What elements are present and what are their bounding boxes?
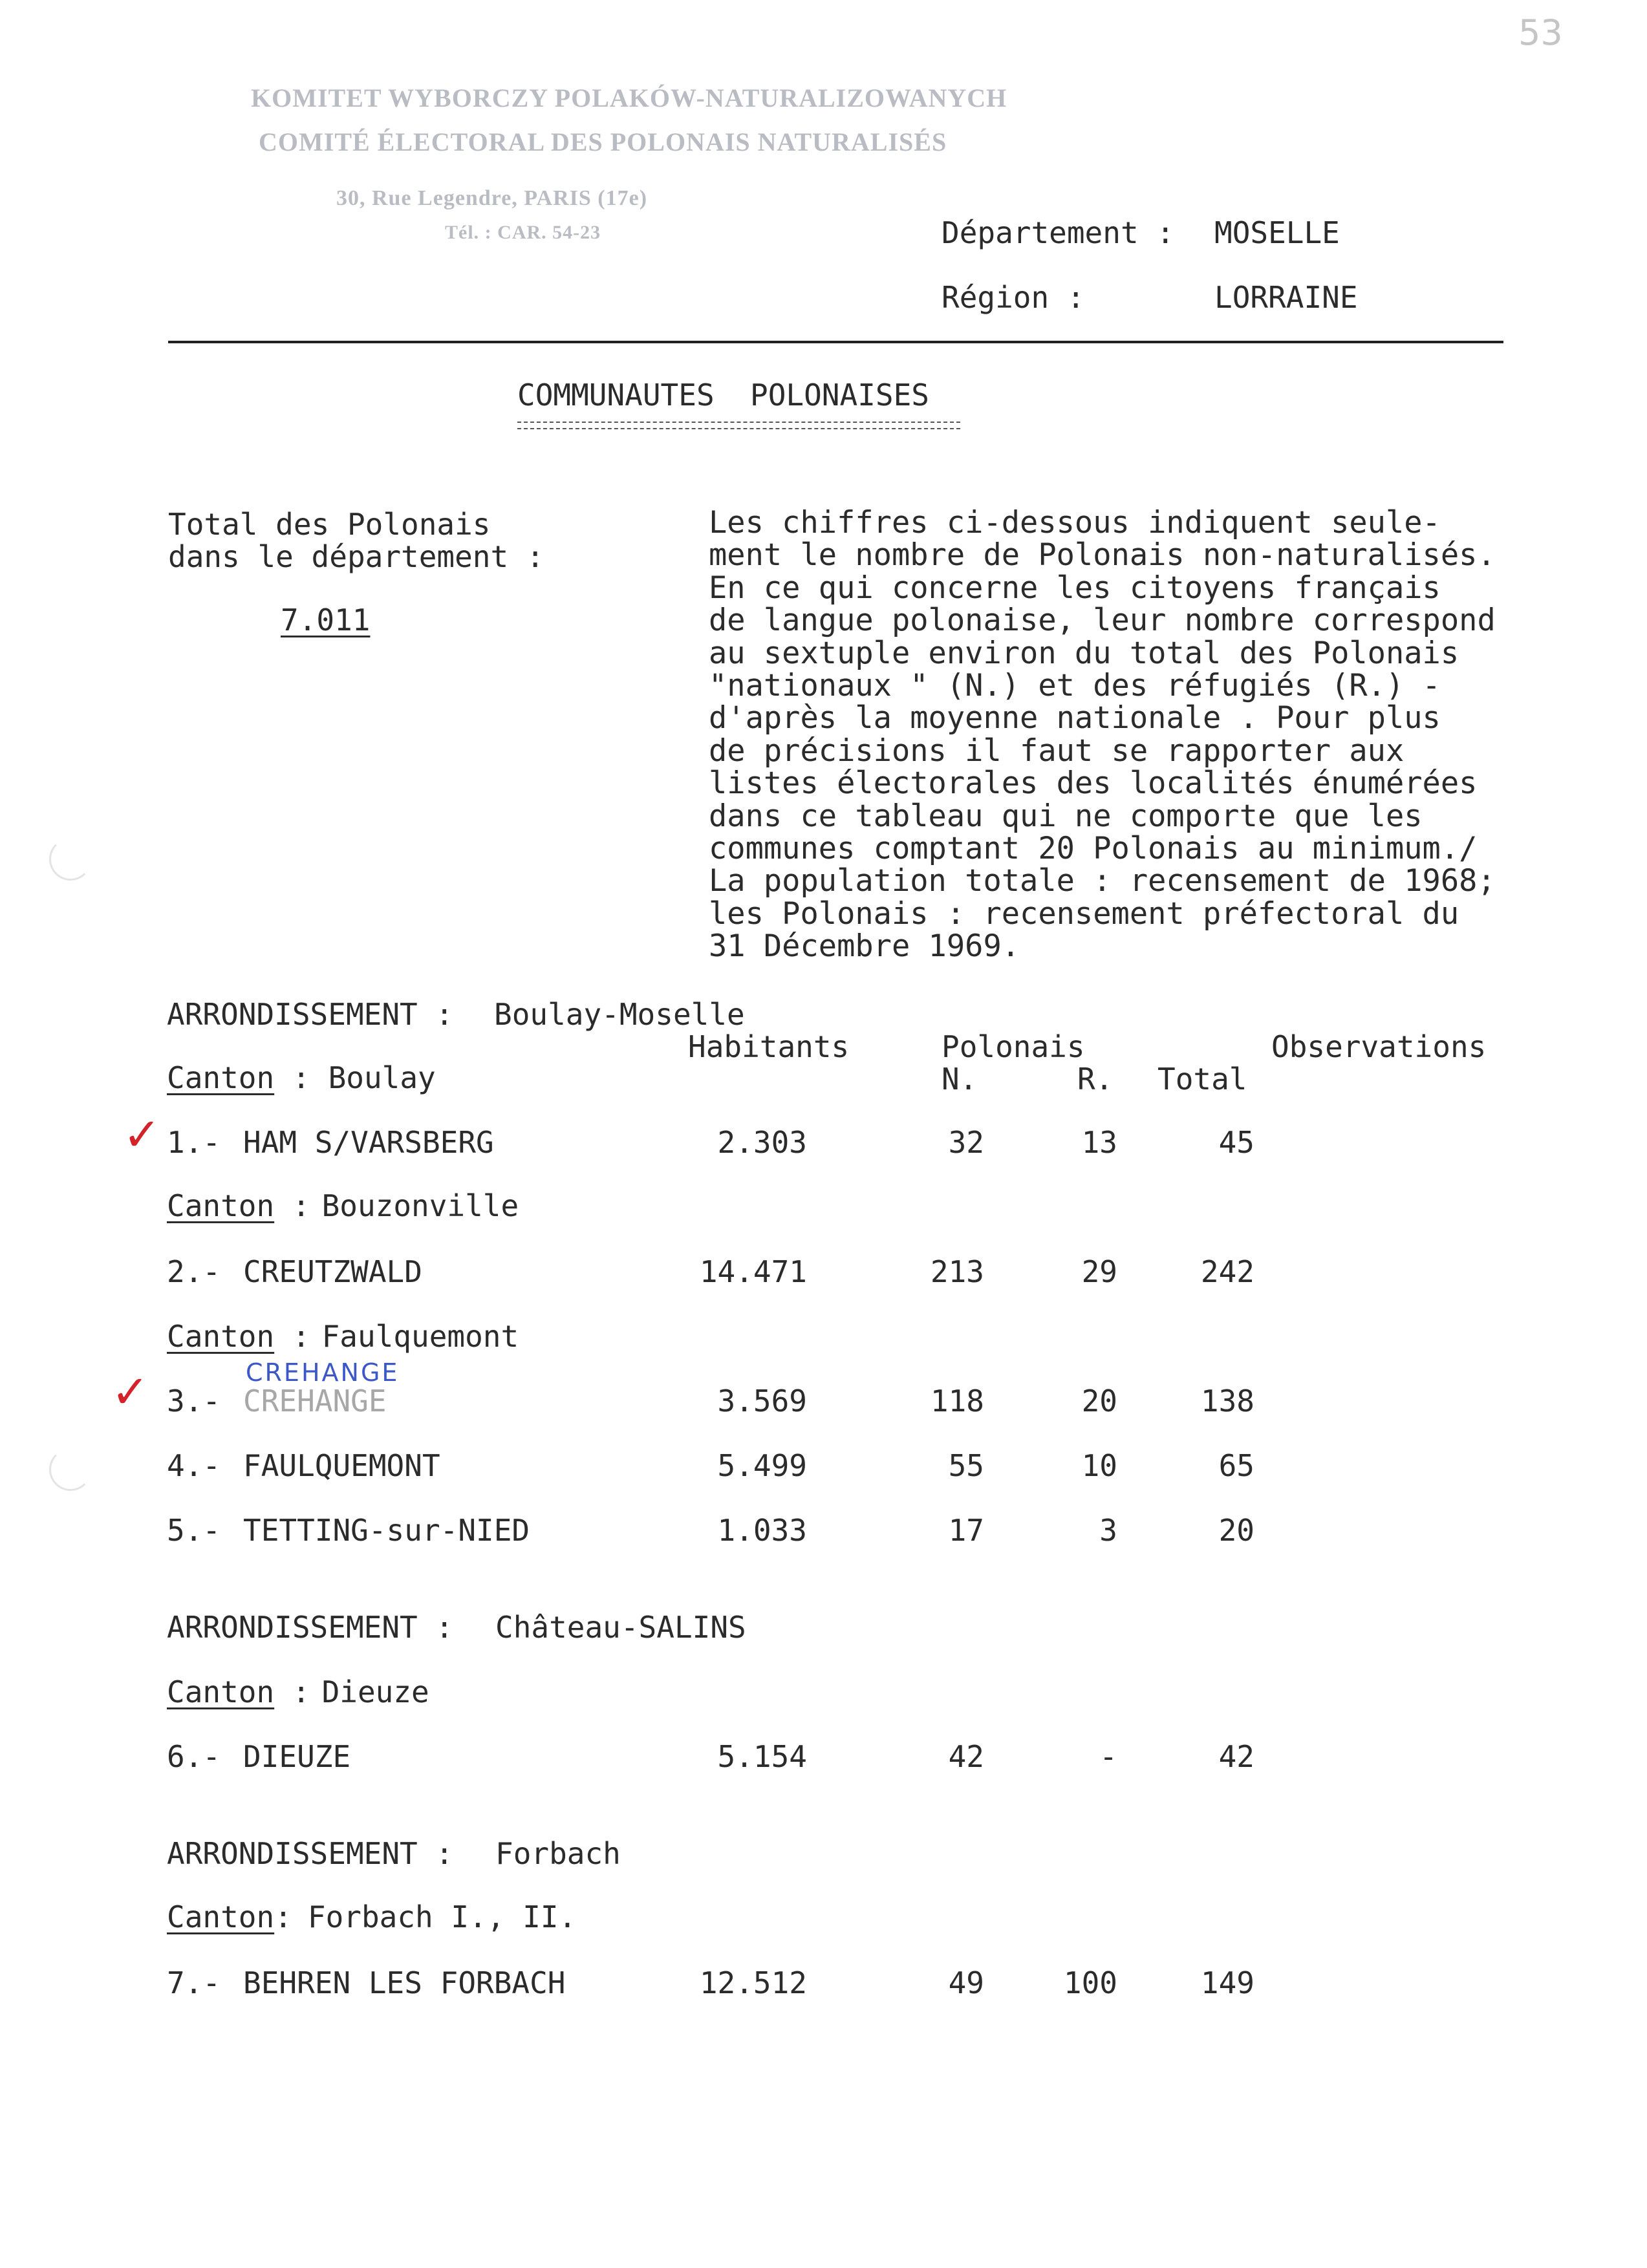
polonais-n-value: 55 (948, 1448, 984, 1483)
canton-name: Dieuze (321, 1674, 429, 1709)
punch-hole-mark (49, 1448, 92, 1491)
header-rule (168, 341, 1503, 343)
stamp-line-1: KOMITET WYBORCZY POLAKÓW-NATURALIZOWANYCH (251, 83, 1007, 112)
commune-name: HAM S/VARSBERG (243, 1125, 494, 1160)
polonais-n-value: 32 (948, 1125, 984, 1160)
canton-label: Canton (167, 1674, 275, 1709)
habitants-value: 5.154 (717, 1739, 807, 1774)
paragraph-line: dans ce tableau qui ne comporte que les (709, 798, 1423, 834)
paragraph-line: au sextuple environ du total des Polonais (709, 635, 1459, 671)
col-r-header: R. (1077, 1062, 1114, 1097)
paragraph-line: les Polonais : recensement préfectoral du (709, 895, 1459, 932)
total-value: 242 (1200, 1254, 1254, 1289)
paragraph-line: de précisions il faut se rapporter aux (709, 733, 1405, 769)
canton-heading-bouzonville (167, 1188, 519, 1223)
paragraph-line: de langue polonaise, leur nombre correspond (709, 603, 1496, 639)
habitants-value: 2.303 (717, 1125, 807, 1160)
arrondissement-name-1: Château-SALINS (495, 1610, 746, 1645)
paragraph-line: La population totale : recensement de 1968; (709, 863, 1496, 899)
canton-name: Boulay (328, 1060, 436, 1095)
canton-label: Canton (167, 1319, 275, 1354)
polonais-n-value: 49 (948, 1965, 984, 2000)
col-total-header: Total (1157, 1062, 1247, 1097)
stamp-line-3: 30, Rue Legendre, PARIS (17e) (336, 186, 648, 210)
paragraph-line: "nationaux " (N.) et des réfugiés (R.) - (709, 668, 1441, 704)
page-number: 53 (1518, 12, 1563, 53)
row-number: 1.- (167, 1125, 221, 1160)
stamp-line-4: Tél. : CAR. 54-23 (445, 222, 601, 243)
col-polonais-header: Polonais (942, 1029, 1085, 1064)
polonais-n-value: 213 (930, 1254, 984, 1289)
arrondissement-name-0: Boulay-Moselle (494, 997, 745, 1032)
canton-heading-boulay (167, 1060, 436, 1095)
punch-hole-mark (49, 838, 92, 881)
row-number: 7.- (167, 1965, 221, 2000)
row-number: 2.- (167, 1254, 221, 1289)
polonais-r-value: 10 (1081, 1448, 1117, 1483)
paragraph-line: En ce qui concerne les citoyens français (709, 570, 1441, 606)
habitants-value: 14.471 (699, 1254, 807, 1289)
total-label-line-2: dans le département : (168, 539, 544, 574)
habitants-value: 5.499 (717, 1448, 807, 1483)
paragraph-line: listes électorales des localités énumérées (709, 765, 1478, 802)
polonais-r-value: 29 (1081, 1254, 1117, 1289)
explanatory-paragraph (709, 507, 1496, 963)
canton-sep: : (274, 1188, 310, 1223)
row-number: 3.- (167, 1384, 221, 1418)
page-title: COMMUNAUTES POLONAISES (517, 378, 929, 412)
title-double-underline (517, 422, 960, 429)
paragraph-line: communes comptant 20 Polonais au minimum./ (709, 831, 1478, 867)
canton-sep: : (274, 1319, 310, 1354)
paragraph-line: d'après la moyenne nationale . Pour plus (709, 700, 1441, 736)
departement-label: Département : (942, 215, 1175, 250)
arrondissement-label-0: ARRONDISSEMENT : (167, 997, 454, 1032)
canton-label: Canton (167, 1188, 275, 1223)
region-value: LORRAINE (1214, 280, 1358, 315)
total-value: 65 (1218, 1448, 1254, 1483)
polonais-r-value: 13 (1081, 1125, 1117, 1160)
canton-sep: : (274, 1674, 310, 1709)
row-number: 6.- (167, 1739, 221, 1774)
region-label: Région : (942, 280, 1085, 315)
commune-name: TETTING-sur-NIED (243, 1513, 530, 1548)
total-value: 42 (1218, 1739, 1254, 1774)
canton-heading-faulquemont (167, 1319, 519, 1354)
total-value: 7.011 (281, 603, 371, 637)
commune-name: FAULQUEMONT (243, 1448, 440, 1483)
check-mark-icon: ✓ (123, 1108, 161, 1161)
commune-name: BEHREN LES FORBACH (243, 1965, 566, 2000)
departement-value: MOSELLE (1214, 215, 1340, 250)
paragraph-line: Les chiffres ci-dessous indiquent seule- (709, 505, 1441, 540)
total-value: 20 (1218, 1513, 1254, 1548)
commune-name: CREUTZWALD (243, 1254, 422, 1289)
row-number: 4.- (167, 1448, 221, 1483)
commune-name: CREHANGE (243, 1384, 387, 1418)
polonais-r-value: 100 (1063, 1965, 1117, 2000)
col-observations-header: Observations (1271, 1029, 1487, 1064)
total-label-line-1: Total des Polonais (168, 507, 491, 542)
canton-label: Canton (167, 1899, 275, 1934)
canton-name: Bouzonville (321, 1188, 519, 1223)
polonais-r-value: 3 (1099, 1513, 1117, 1548)
total-value: 45 (1218, 1125, 1254, 1160)
polonais-n-value: 118 (930, 1384, 984, 1418)
polonais-r-value: 20 (1081, 1384, 1117, 1418)
row-number: 5.- (167, 1513, 221, 1548)
total-value: 138 (1200, 1384, 1254, 1418)
check-mark-icon: ✓ (111, 1365, 149, 1418)
polonais-n-value: 17 (948, 1513, 984, 1548)
commune-name: DIEUZE (243, 1739, 351, 1774)
arrondissement-name-2: Forbach (495, 1836, 621, 1871)
col-n-header: N. (942, 1062, 978, 1097)
arrondissement-label-1: ARRONDISSEMENT : (167, 1610, 454, 1645)
polonais-n-value: 42 (948, 1739, 984, 1774)
polonais-r-value: - (1099, 1739, 1117, 1774)
total-value: 149 (1200, 1965, 1254, 2000)
canton-sep: : (274, 1060, 310, 1095)
canton-sep: : (274, 1899, 292, 1934)
habitants-value: 3.569 (717, 1384, 807, 1418)
canton-heading-forbach (167, 1899, 577, 1934)
habitants-value: 1.033 (717, 1513, 807, 1548)
paragraph-line: 31 Décembre 1969. (709, 928, 1020, 965)
canton-label: Canton (167, 1060, 275, 1095)
arrondissement-label-2: ARRONDISSEMENT : (167, 1836, 454, 1871)
habitants-value: 12.512 (699, 1965, 807, 2000)
canton-heading-dieuze (167, 1674, 429, 1709)
canton-name: Forbach I., II. (307, 1899, 577, 1934)
canton-name: Faulquemont (321, 1319, 519, 1354)
stamp-line-2: COMITÉ ÉLECTORAL DES POLONAIS NATURALISÉS (259, 127, 947, 156)
paragraph-line: ment le nombre de Polonais non-naturalisés. (709, 537, 1496, 573)
col-habitants-header: Habitants (688, 1029, 850, 1064)
handwritten-correction: CREHANGE (246, 1358, 400, 1387)
